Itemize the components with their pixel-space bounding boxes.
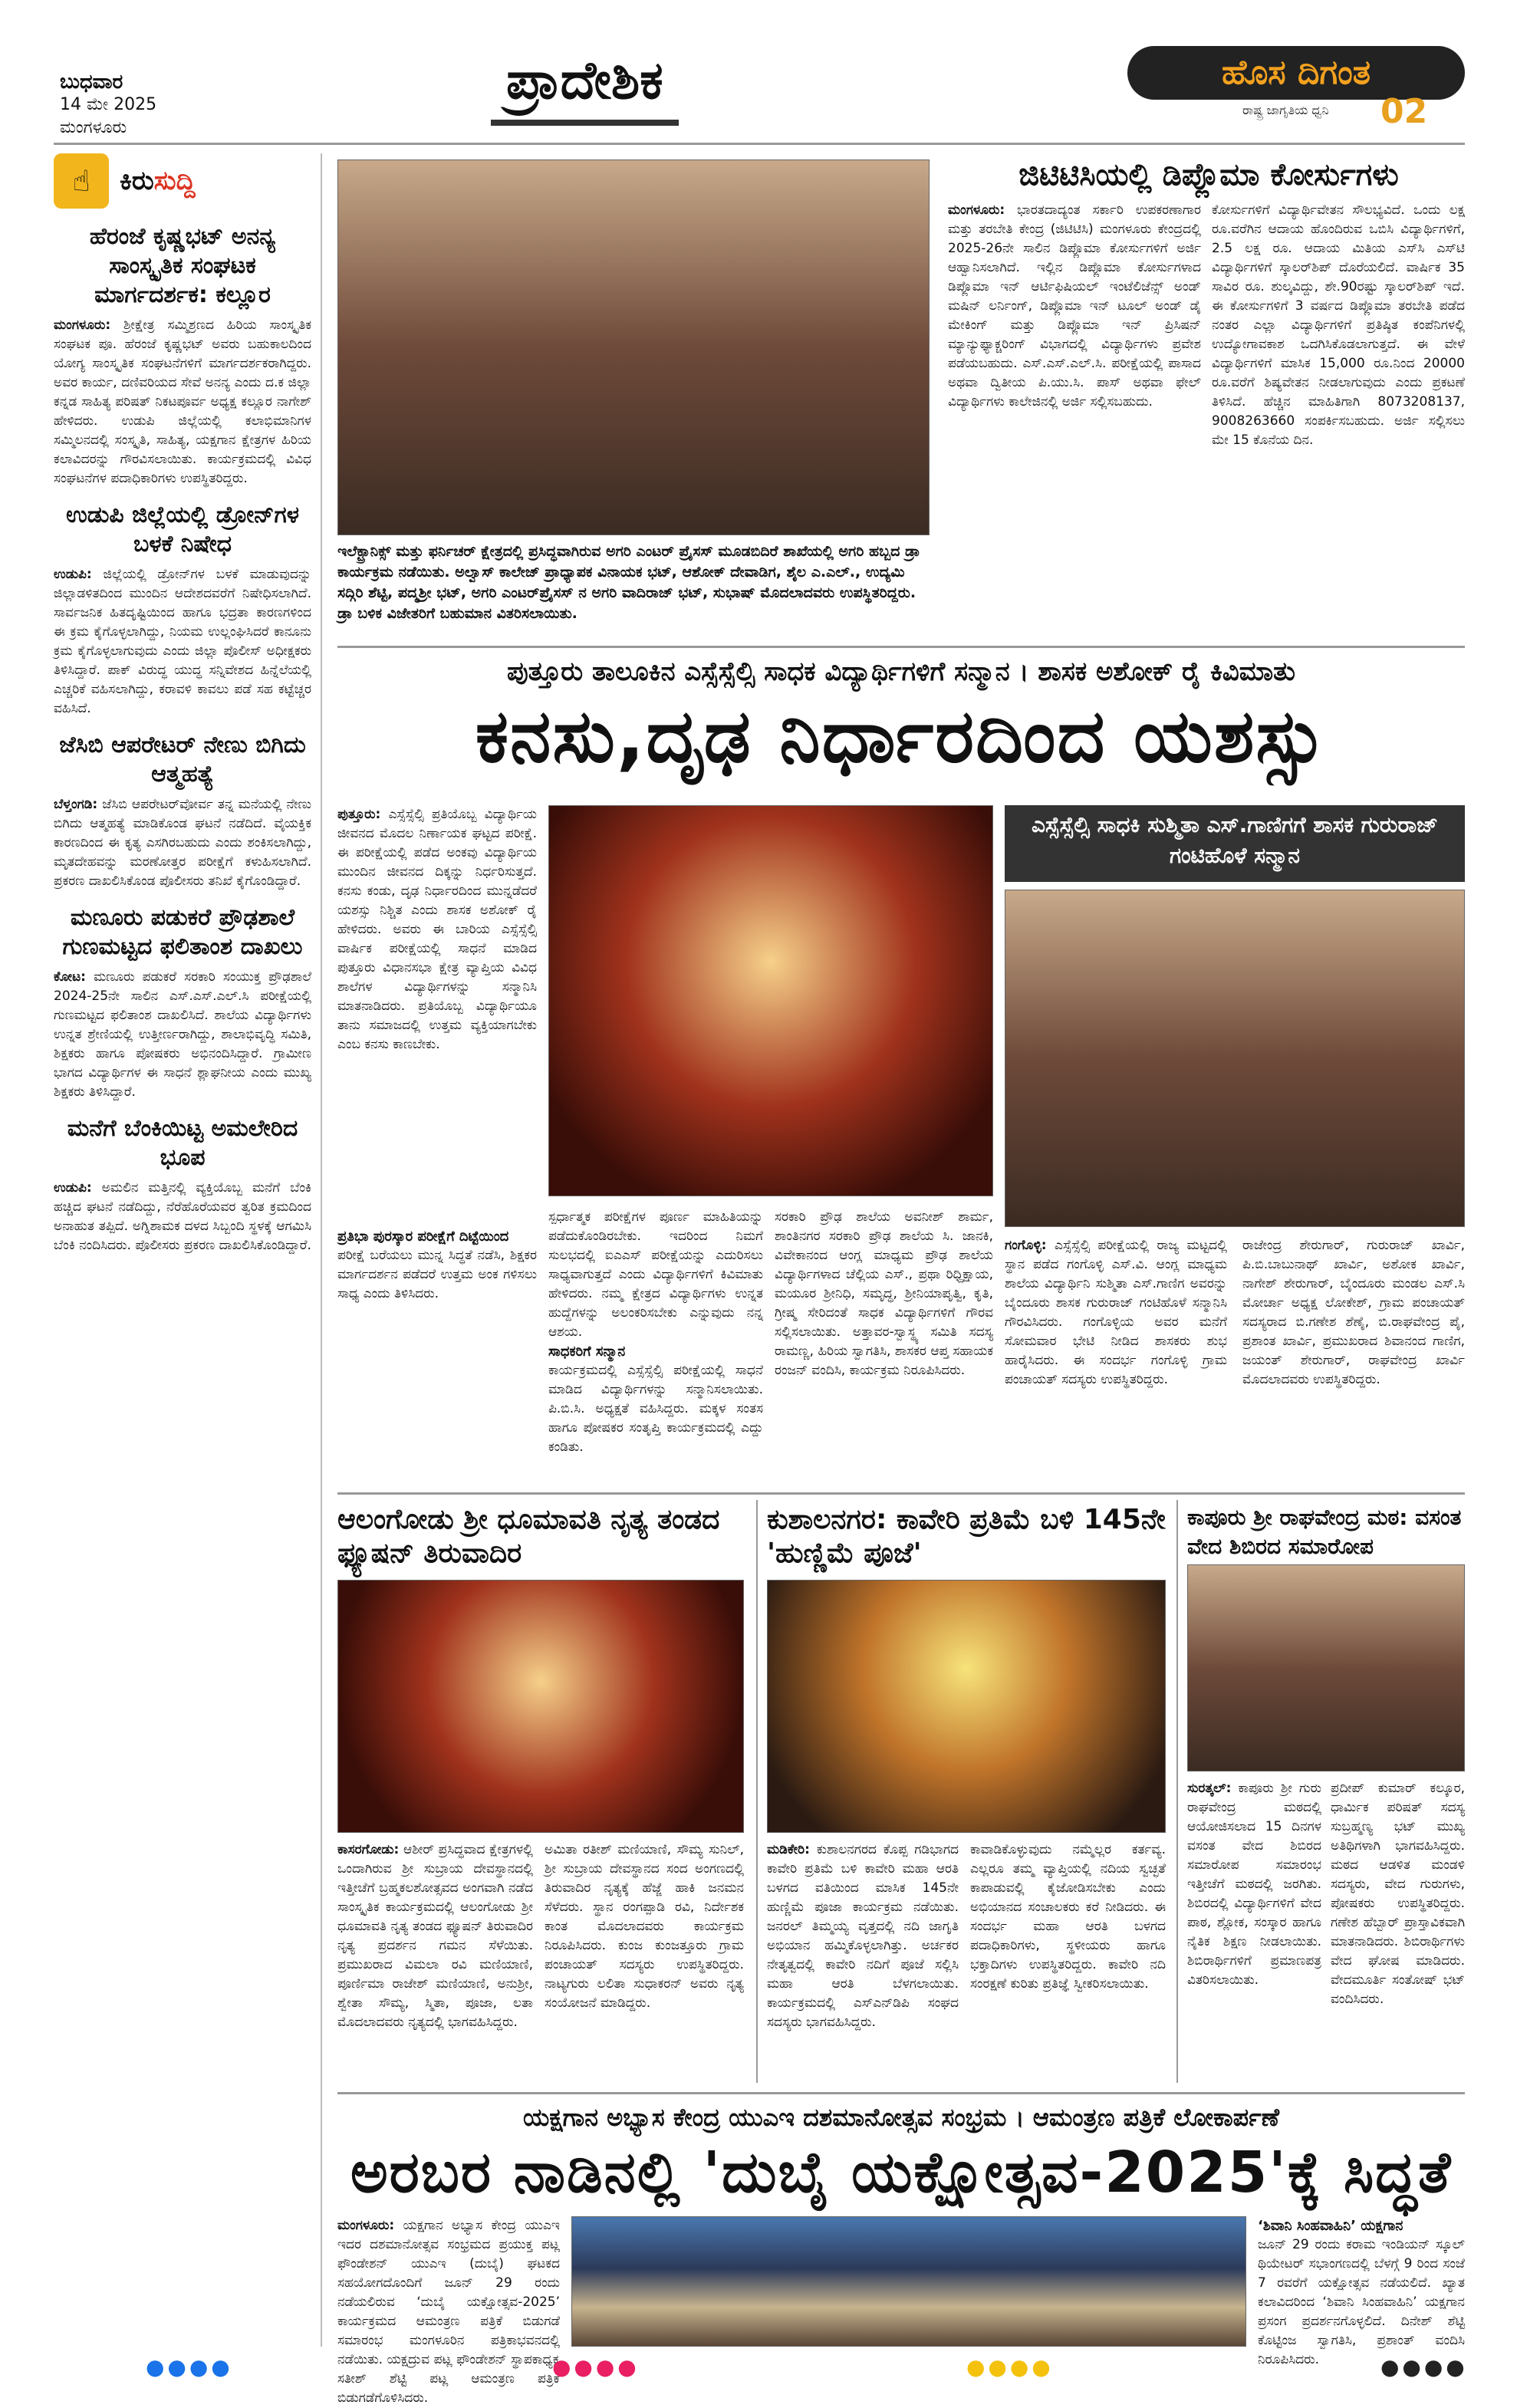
main-felicitation-photo — [548, 805, 993, 1196]
weekday: ಬುಧವಾರ — [60, 71, 123, 94]
brief-story — [54, 501, 311, 719]
agari-photo-caption: ಇಲೆಕ್ಟ್ರಾನಿಕ್ಸ್ ಮತ್ತು ಫರ್ನಿಚರ್ ಕ್ಷೇತ್ರದಲ್ಲಿ ಪ್ರಸಿದ್ಧವಾಗಿರುವ ಅಗರಿ ಎಂಟರ್ ಪ್ರೈಸಸ್ ಮೂಡಬಿದಿರೆ ಶಾಖೆಯಲ್ಲಿ ಅಗರಿ ಹಬ್ಬದ ಡ್ರಾ ಕಾರ್ಯಕ್ರಮ ನಡೆಯಿತು. ಅಲ್ವಾಸ್ ಕಾಲೇಜ್ ಪ್ರಾಧ್ಯಾಪಕ ವಿನಾಯಕ ಭಟ್, ಆಶೋಕ್ ದೇವಾಡಿಗ, ಶೈಲ ಎ.ಎಲ್., ಉದ್ಯಮಿ ಸದ್ಗಿರಿ ಶೆಟ್ಟಿ, ಪದ್ಮಶ್ರೀ ಭಟ್, ಅಗರಿ ಎಂಟರ್‌ಪ್ರೈಸಸ್ ನ ಅಗರಿ ವಾದಿರಾಜ್ ಭಟ್, ಸುಭಾಷ್ ಮೊದಲಾದವರು ಉಪಸ್ಥಿತರಿದ್ದರು. ಡ್ರಾ ಬಳಿಕ ವಿಜೇತರಿಗೆ ಬಹುಮಾನ ವಿತರಿಸಲಾಯಿತು. — [337, 543, 920, 622]
main-subhead-1: ಪ್ರತಿಭಾ ಪುರಸ್ಕಾರ ಪರೀಕ್ಷೆಗೆ ದಿಟ್ಟೆಯಿಂದ — [337, 1229, 509, 1245]
brief-story — [54, 903, 311, 1102]
sushmitha-headline: ಎಸ್ಸೆಸ್ಸೆಲ್ಸಿ ಸಾಧಕಿ ಸುಶ್ಮಿತಾ ಎಸ್.ಗಾಣಿಗಗೆ ಶಾಸಕ ಗುರುರಾಜ್ ಗಂಟಿಹೊಳೆ ಸನ್ಮಾನ — [1005, 805, 1465, 882]
brief-title: ಮನೆಗೆ ಬೆಂಕಿಯಿಟ್ಟ ಅಮಲೇರಿದ ಭೂಪ — [67, 1115, 298, 1171]
section-title: ಪ್ರಾದೇಶಿಕ — [506, 51, 663, 111]
registration-marks: ●●●● — [966, 2354, 1054, 2380]
registration-marks: ●●●● — [146, 2354, 233, 2380]
gtts-headline: ಜಿಟಿಟಿಸಿಯಲ್ಲಿ ಡಿಪ್ಲೊಮಾ ಕೋರ್ಸುಗಳು — [1018, 157, 1399, 192]
yakshagana-subhead: ‘ಶಿವಾನಿ ಸಿಂಹವಾಹಿನಿ’ ಯಕ್ಷಗಾನ — [1258, 2218, 1403, 2234]
brief-body: ಉಡುಪಿ: ಜಿಲ್ಲೆಯಲ್ಲಿ ಡ್ರೋನ್‌ಗಳ ಬಳಕೆ ಮಾಡುವುದನ್ನು ಜಿಲ್ಲಾಡಳಿತದಿಂದ ಮುಂದಿನ ಆದೇಶದವರೆಗೆ ನಿಷೇಧಿಸಲಾಗಿದೆ. ಸಾರ್ವಜನಿಕ ಹಿತದೃಷ್ಟಿಯಿಂದ ಹಾಗೂ ಭದ್ರತಾ ಕಾರಣಗಳಿಂದ ಈ ಕ್ರಮ ಕೈಗೊಳ್ಳಲಾಗಿದ್ದು, ನಿಯಮ ಉಲ್ಲಂಘಿಸಿದರೆ ಕಾನೂನು ಕ್ರಮ ಕೈಗೊಳ್ಳಲಾಗುವುದು ಎಂದು ಜಿಲ್ಲಾ ಪೊಲೀಸ್ ಅಧೀಕ್ಷಕರು ತಿಳಿಸಿದ್ದಾರೆ. ಪಾಕ್ ವಿರುದ್ಧ ಯುದ್ಧ ಸನ್ನಿವೇಶದ ಹಿನ್ನೆಲೆಯಲ್ಲಿ ಎಚ್ಚರಿಕೆ ವಹಿಸಲಾಗಿದ್ದು, ಕರಾವಳಿ ಕಾವಲು ಪಡೆ ಸಹ ಕಟ್ಟೆಚ್ಚರ ವಹಿಸಿದೆ. — [54, 567, 312, 716]
yakshagana-release-photo — [571, 2216, 1246, 2347]
date-box — [60, 71, 156, 140]
hand-pointer-icon: ☝ — [54, 153, 109, 209]
gtts-col-2: ಕೋರ್ಸುಗಳಿಗೆ ವಿದ್ಯಾರ್ಥಿವೇತನ ಸೌಲಭ್ಯವಿದೆ. ಒಂದು ಲಕ್ಷ ರೂ.ವರೆಗಿನ ಆದಾಯ ಹೊಂದಿರುವ ಒಬಿಸಿ ವಿದ್ಯಾರ್ಥಿಗಳಿಗೆ, 2.5 ಲಕ್ಷ ರೂ. ಆದಾಯ ಮಿತಿಯ ಎಸ್‌ಸಿ ಎಸ್‌ಟಿ ವಿದ್ಯಾರ್ಥಿಗಳಿಗೆ ಸ್ಕಾಲರ್‌ಶಿಪ್ ದೊರೆಯಲಿದೆ. ವಾರ್ಷಿಕ 35 ಸಾವಿರ ರೂ. ಶುಲ್ಕವಿದ್ದು, ಶೇ.90ರಷ್ಟು ಸ್ಕಾಲರ್‌ಶಿಪ್ ಇದೆ. ಈ ಕೋರ್ಸುಗಳಿಗೆ 3 ವರ್ಷದ ಡಿಪ್ಲೊಮಾ ತರಬೇತಿ ಪಡೆದ ನಂತರ ಎಲ್ಲಾ ವಿದ್ಯಾರ್ಥಿಗಳಿಗೆ ಪ್ರತಿಷ್ಠಿತ ಕಂಪೆನಿಗಳಲ್ಲಿ ಉದ್ಯೋಗಾವಕಾಶ ಒದಗಿಸಿಕೊಡಲಾಗುತ್ತದೆ. ಈ ವೇಳೆ ವಿದ್ಯಾರ್ಥಿಗಳಿಗೆ ಮಾಸಿಕ 15,000 ರೂ.ನಿಂದ 20000 ರೂ.ವರೆಗೆ ಶಿಷ್ಯವೇತನ ನೀಡಲಾಗುವುದು ಎಂದು ಪ್ರಕಟಣೆ ತಿಳಿಸಿದೆ. ಹೆಚ್ಚಿನ ಮಾಹಿತಿಗಾಗಿ 8073208137, 9008263660 ಸಂಪರ್ಕಿಸಬಹುದು. ಅರ್ಜಿ ಸಲ್ಲಿಸಲು ಮೇ 15 ಕೊನೆಯ ದಿನ. — [1212, 202, 1465, 448]
sushmitha-col-2: ರಾಜೇಂದ್ರ ಶೇರುಗಾರ್, ಗುರುರಾಜ್ ಖಾರ್ವಿ, ಪಿ.ಬಿ.ಬಾಬುನಾಥ್ ಖಾರ್ವಿ, ಅಶೋಕ ಖಾರ್ವಿ, ನಾಗೇಶ್ ಶೇರುಗಾರ್, ಬೈಂದೂರು ಮಂಡಲ ಎಸ್.ಸಿ ಮೋರ್ಚಾ ಅಧ್ಯಕ್ಷ ಲೋಕೇಶ್, ಗ್ರಾಮ ಪಂಚಾಯತ್ ಸದಸ್ಯರಾದ ಬಿ.ಗಣೇಶ ಶೆಣೈ, ಬಿ.ರಾಘವೇಂದ್ರ ಪೈ, ಪ್ರಶಾಂತ ಖಾರ್ವಿ, ಪ್ರಮುಖರಾದ ಶಿವಾನಂದ ಗಾಣಿಗ, ಜಯಂತ್ ಶೇರುಗಾರ್, ರಾಘವೇಂದ್ರ ಖಾರ್ವಿ ಮೊದಲಾದವರು ಉಪಸ್ಥಿತರಿದ್ದರು. — [1242, 1238, 1465, 1387]
kapu-col-1: ಸುರತ್ಕಲ್: ಕಾಪೂರು ಶ್ರೀ ಗುರು ರಾಘವೇಂದ್ರ ಮಠದಲ್ಲಿ ಆಯೋಜಿಸಲಾದ 15 ದಿನಗಳ ವಸಂತ ವೇದ ಶಿಬಿರದ ಸಮಾರೋಪ ಸಮಾರಂಭ ಇತ್ತೀಚೆಗೆ ಮಠದಲ್ಲಿ ಜರಗಿತು. ಶಿಬಿರದಲ್ಲಿ ವಿದ್ಯಾರ್ಥಿಗಳಿಗೆ ವೇದ ಪಾಠ, ಶ್ಲೋಕ, ಸಂಸ್ಕಾರ ಹಾಗೂ ನೈತಿಕ ಶಿಕ್ಷಣ ನೀಡಲಾಯಿತು. ಶಿಬಿರಾರ್ಥಿಗಳಿಗೆ ಪ್ರಮಾಣಪತ್ರ ವಿತರಿಸಲಾಯಿತು. — [1187, 1781, 1321, 1988]
kiru-suddi-label: ಕಿರುಸುದ್ದಿ — [120, 166, 196, 196]
date: 14 ಮೇ 2025 — [60, 95, 157, 114]
alangodu-col-2: ಅಮಿತಾ ರತೀಶ್ ಮಣಿಯಾಣಿ, ಸೌಮ್ಯ ಸುನಿಲ್, ಶ್ರೀ ಸುಬ್ರಾಯ ದೇವಸ್ಥಾನದ ಸಂದ ಅಂಗಣದಲ್ಲಿ ತಿರುವಾದಿರ ನೃತ್ಯಕ್ಕೆ ಹೆಜ್ಜೆ ಹಾಕಿ ಜನಮನ ಸೆಳೆದರು. ಸ್ಥಾನ ರಂಗಪ್ಪಾಡಿ ರವಿ, ನಿರ್ದೇಶಕ ಕಾಂತ ಮೊದಲಾದವರು ಕಾರ್ಯಕ್ರಮ ನಿರೂಪಿಸಿದರು. ಕುಂಜ ಕುಂಜತ್ತೂರು ಗ್ರಾಮ ಪಂಚಾಯತ್ ಸದಸ್ಯರು ಉಪಸ್ಥಿತರಿದ್ದರು. ನಾಟ್ಯಗುರು ಲಲಿತಾ ಸುಧಾಕರನ್ ಅವರು ನೃತ್ಯ ಸಂಯೋಜನೆ ಮಾಡಿದ್ದರು. — [545, 1842, 744, 2011]
sushmitha-photo — [1005, 890, 1465, 1227]
yakshagana-headline: ಅರಬರ ನಾಡಿನಲ್ಲಿ 'ದುಬೈ ಯಕ್ಷೋತ್ಸವ-2025'ಕ್ಕೆ ಸಿದ್ಧತೆ — [350, 2140, 1453, 2206]
yakshagana-kicker: ಯಕ್ಷಗಾನ ಅಭ್ಯಾಸ ಕೇಂದ್ರ ಯುಎಇ ದಶಮಾನೋತ್ಸವ ಸಂಭ್ರಮ । ಆಮಂತ್ರಣ ಪತ್ರಿಕೆ ಲೋಕಾರ್ಪಣೆ — [522, 2103, 1280, 2132]
main-col-3: ಸರಕಾರಿ ಪ್ರೌಢ ಶಾಲೆಯ ಅವನೀಶ್ ಶಾರ್ಮ, ಶಾಂತಿನಗರ ಸರಕಾರಿ ಪ್ರೌಢ ಶಾಲೆಯ ಸಿ. ಜಾನಕಿ, ವಿವೇಕಾನಂದ ಆಂಗ್ಲ ಮಾಧ್ಯಮ ಪ್ರೌಢ ಶಾಲೆಯ ವಿದ್ಯಾರ್ಥಿಗಳಾದ ಚೆಲ್ಲಿಯ ಎಸ್., ಪ್ರಥಾ ರಿಧ್ದಿಕ್ಷಾಯ, ಮಯೂರ ಶ್ರೀನಿಧಿ, ಸಮೃದ್ಧ, ಶ್ರೀನಿಯಾಪೃತ್ವಿ, ಕೃತಿ, ಗ್ರೀಷ್ಮ ಸೇರಿದಂತೆ ಸಾಧಕ ವಿದ್ಯಾರ್ಥಿಗಳಿಗೆ ಗೌರವ ಸಲ್ಲಿಸಲಾಯಿತು. ಅತ್ತಾವರ-ಸ್ವಾಸ್ಥ್ಯ ಸಮಿತಿ ಸದಸ್ಯ ರಾಮಣ್ಣ, ಹಿರಿಯ ಸ್ವಾಗತಿಸಿ, ಶಾಸಕರ ಆಪ್ತ ಸಹಾಯಕ ರಂಜನ್ ವಂದಿಸಿ, ಕಾರ್ಯಕ್ರಮ ನಿರೂಪಿಸಿದರು. — [775, 1209, 993, 1378]
kushalnagar-col-1: ಮಡಿಕೇರಿ: ಕುಶಾಲನಗರದ ಕೊಪ್ಪ ಗಡಿಭಾಗದ ಕಾವೇರಿ ಪ್ರತಿಮೆ ಬಳಿ ಕಾವೇರಿ ಮಹಾ ಆರತಿ ಬಳಗದ ವತಿಯಿಂದ ಮಾಸಿಕ 145ನೇ ಹುಣ್ಣಿಮೆ ಪೂಜಾ ಕಾರ್ಯಕ್ರಮ ನಡೆಯಿತು. ಜನರಲ್ ತಿಮ್ಮಯ್ಯ ವೃತ್ತದಲ್ಲಿ ನದಿ ಜಾಗೃತಿ ಅಭಿಯಾನ ಹಮ್ಮಿಕೊಳ್ಳಲಾಗಿತ್ತು. ಅರ್ಚಕರ ನೇತೃತ್ವದಲ್ಲಿ ಕಾವೇರಿ ನದಿಗೆ ಪೂಜೆ ಸಲ್ಲಿಸಿ ಮಹಾ ಆರತಿ ಬೆಳಗಲಾಯಿತು. ಕಾರ್ಯಕ್ರಮದಲ್ಲಿ ಎಸ್‌ಎನ್‌ಡಿಪಿ ಸಂಘದ ಸದಸ್ಯರು ಭಾಗವಹಿಸಿದ್ದರು. — [767, 1842, 959, 2030]
main-headline: ಕನಸು,ದೃಢ ನಿರ್ಧಾರದಿಂದ ಯಶಸ್ಸು — [475, 693, 1328, 779]
brief-title: ಉಡುಪಿ ಜಿಲ್ಲೆಯಲ್ಲಿ ಡ್ರೋನ್‌ಗಳ ಬಳಕೆ ನಿಷೇಧ — [65, 502, 300, 558]
brief-body: ಕೋಟ: ಮಣೂರು ಪಡುಕರೆ ಸರಕಾರಿ ಸಂಯುಕ್ತ ಪ್ರೌಢಶಾಲೆ 2024-25ನೇ ಸಾಲಿನ ಎಸ್.ಎಸ್.ಎಲ್.ಸಿ ಪರೀಕ್ಷೆಯಲ್ಲಿ ಗುಣಮಟ್ಟದ ಫಲಿತಾಂಶ ದಾಖಲಿಸಿದೆ. ಶಾಲೆಯ ವಿದ್ಯಾರ್ಥಿಗಳು ಉನ್ನತ ಶ್ರೇಣಿಯಲ್ಲಿ ಉತ್ತೀರ್ಣರಾಗಿದ್ದು, ಶಾಲಾಭಿವೃದ್ಧಿ ಸಮಿತಿ, ಶಿಕ್ಷಕರು ಹಾಗೂ ಪೋಷಕರು ಅಭಿನಂದಿಸಿದ್ದಾರೆ. ಗ್ರಾಮೀಣ ಭಾಗದ ವಿದ್ಯಾರ್ಥಿಗಳ ಈ ಸಾಧನೆ ಶ್ಲಾಘನೀಯ ಎಂದು ಮುಖ್ಯ ಶಿಕ್ಷಕರು ತಿಳಿಸಿದ್ದಾರೆ. — [54, 969, 311, 1100]
section-rule — [337, 1492, 1465, 1495]
page-number: 02 — [1380, 92, 1428, 131]
column-rule — [1176, 1500, 1178, 2083]
section-rule — [337, 646, 1465, 648]
section-rule — [337, 2092, 1465, 2094]
brief-story — [54, 731, 311, 891]
yakshagana-col-1: ಮಂಗಳೂರು: ಯಕ್ಷಗಾನ ಅಭ್ಯಾಸ ಕೇಂದ್ರ ಯುಎಇ ಇದರ ದಶಮಾನೋತ್ಸವ ಸಂಭ್ರಮದ ಪ್ರಯುಕ್ತ ಪಟ್ಲ ಫೌಂಡೇಶನ್ ಯುಎಇ (ದುಬೈ) ಘಟಕದ ಸಹಯೋಗದೊಂದಿಗೆ ಜೂನ್ 29 ರಂದು ನಡೆಯಲಿರುವ ‘ದುಬೈ ಯಕ್ಷೋತ್ಸವ-2025’ ಕಾರ್ಯಕ್ರಮದ ಆಮಂತ್ರಣ ಪತ್ರಿಕೆ ಬಿಡುಗಡೆ ಸಮಾರಂಭ ಮಂಗಳೂರಿನ ಪತ್ರಿಕಾಭವನದಲ್ಲಿ ನಡೆಯಿತು. ಯಕ್ಷದ್ರುವ ಪಟ್ಲ ಫೌಂಡೇಶನ್ ಸ್ಥಾಪಕಾಧ್ಯಕ್ಷ ಸತೀಶ್ ಶೆಟ್ಟಿ ಪಟ್ಲ ಆಮಂತ್ರಣ ಪತ್ರಿಕೆ ಬಿಡುಗಡೆಗೊಳಿಸಿದರು. — [337, 2218, 560, 2406]
main-col-1b: ಪ್ರತಿಭಾ ಪುರಸ್ಕಾರ ಪರೀಕ್ಷೆಗೆ ದಿಟ್ಟೆಯಿಂದ ಪರೀಕ್ಷೆ ಬರೆಯಲು ಮುನ್ನ ಸಿದ್ಧತೆ ನಡೆಸಿ, ಶಿಕ್ಷಕರ ಮಾರ್ಗದರ್ಶನ ಪಡೆದರೆ ಉತ್ತಮ ಅಂಕ ಗಳಿಸಲು ಸಾಧ್ಯ ಎಂದು ತಿಳಿಸಿದರು. — [337, 1229, 537, 1301]
column-rule — [756, 1500, 758, 2083]
brief-body: ಮಂಗಳೂರು: ಶ್ರೀಕ್ಷೇತ್ರ ಸಮ್ಮಿಶ್ರಣದ ಹಿರಿಯ ಸಾಂಸ್ಕೃತಿಕ ಸಂಘಟಕ ಪೂ. ಹೆರಂಜೆ ಕೃಷ್ಣಭಟ್ ಅವರು ಬಹುಕಾಲದಿಂದ ಯೋಗ್ಯ ಸಾಂಸ್ಕೃತಿಕ ಸಂಘಟನೆಗಳಿಗೆ ಮಾರ್ಗದರ್ಶಕರಾಗಿದ್ದರು. ಅವರ ಕಾರ್ಯ, ದಣಿವರಿಯದ ಸೇವೆ ಅನನ್ಯ ಎಂದು ದ.ಕ ಜಿಲ್ಲಾ ಕನ್ನಡ ಸಾಹಿತ್ಯ ಪರಿಷತ್ ನಿಕಟಪೂರ್ವ ಅಧ್ಯಕ್ಷ ಕಲ್ಲೂರ ನಾಗೇಶ್ ಹೇಳಿದರು. ಉಡುಪಿ ಜಿಲ್ಲೆಯಲ್ಲಿ ಕಲಾಭಿಮಾನಿಗಳ ಸಮ್ಮಿಲನದಲ್ಲಿ ಸಂಸ್ಕೃತಿ, ಸಾಹಿತ್ಯ, ಯಕ್ಷಗಾನ ಕ್ಷೇತ್ರಗಳ ಹಿರಿಯ ಕಲಾವಿದರನ್ನು ಗೌರವಿಸಲಾಯಿತು. ಕಾರ್ಯಕ್ರಮದಲ್ಲಿ ವಿವಿಧ ಸಂಘಟನೆಗಳ ಪದಾಧಿಕಾರಿಗಳು ಉಪಸ್ಥಿತರಿದ್ದರು. — [54, 317, 311, 486]
main-kicker: ಪುತ್ತೂರು ತಾಲೂಕಿನ ಎಸ್ಸೆಸ್ಸೆಲ್ಸಿ ಸಾಧಕ ವಿದ್ಯಾರ್ಥಿಗಳಿಗೆ ಸನ್ಮಾನ । ಶಾಸಕ ಅಶೋಕ್ ರೈ ಕಿವಿಮಾತು — [507, 656, 1295, 687]
main-col-2: ಸ್ಪರ್ಧಾತ್ಮಕ ಪರೀಕ್ಷೆಗಳ ಪೂರ್ಣ ಮಾಹಿತಿಯನ್ನು ಪಡೆದುಕೊಂಡಿರಬೇಕು. ಇದರಿಂದ ನಿಮಗೆ ಸುಲಭದಲ್ಲಿ ಐಎಎಸ್ ಪರೀಕ್ಷೆಯನ್ನು ಎದುರಿಸಲು ಸಾಧ್ಯವಾಗುತ್ತದೆ ಎಂದು ವಿದ್ಯಾರ್ಥಿಗಳಿಗೆ ಕಿವಿಮಾತು ಹೇಳಿದರು. ನಮ್ಮ ಕ್ಷೇತ್ರದ ವಿದ್ಯಾರ್ಥಿಗಳು ಉನ್ನತ ಹುದ್ದೆಗಳನ್ನು ಅಲಂಕರಿಸಬೇಕು ಎನ್ನುವುದು ನನ್ನ ಆಶಯ. ಸಾಧಕರಿಗೆ ಸನ್ಮಾನ ಕಾರ್ಯಕ್ರಮದಲ್ಲಿ ಎಸ್ಸೆಸ್ಸೆಲ್ಸಿ ಪರೀಕ್ಷೆಯಲ್ಲಿ ಸಾಧನೆ ಮಾಡಿದ ವಿದ್ಯಾರ್ಥಿಗಳನ್ನು ಸನ್ಮಾನಿಸಲಾಯಿತು. ಪಿ.ಬಿ.ಸಿ. ಅಧ್ಯಕ್ಷತೆ ವಹಿಸಿದ್ದರು. ಮಕ್ಕಳ ಸಂತಸ ಹಾಗೂ ಪೋಷಕರ ಸಂತೃಪ್ತಿ ಕಾರ್ಯಕ್ರಮದಲ್ಲಿ ಎದ್ದು ಕಂಡಿತು. — [548, 1209, 763, 1455]
sushmitha-col-1: ಗಂಗೊಳ್ಳಿ: ಎಸ್ಸೆಸ್ಸೆಲ್ಸಿ ಪರೀಕ್ಷೆಯಲ್ಲಿ ರಾಜ್ಯ ಮಟ್ಟದಲ್ಲಿ ಸ್ಥಾನ ಪಡೆದ ಗಂಗೊಳ್ಳಿ ಎಸ್.ವಿ. ಆಂಗ್ಲ ಮಾಧ್ಯಮ ಶಾಲೆಯ ವಿದ್ಯಾರ್ಥಿನಿ ಸುಶ್ಮಿತಾ ಎಸ್.ಗಾಣಿಗ ಅವರನ್ನು ಬೈಂದೂರು ಶಾಸಕ ಗುರುರಾಜ್ ಗಂಟಿಹೊಳೆ ಸನ್ಮಾನಿಸಿ ಗೌರವಿಸಿದರು. ಗಂಗೊಳ್ಳಿಯ ಅವರ ಮನೆಗೆ ಸೋಮವಾರ ಭೇಟಿ ನೀಡಿದ ಶಾಸಕರು ಶುಭ ಹಾರೈಸಿದರು. ಈ ಸಂದರ್ಭ ಗಂಗೊಳ್ಳಿ ಗ್ರಾಮ ಪಂಚಾಯತ್ ಸದಸ್ಯರು ಉಪಸ್ಥಿತರಿದ್ದರು. — [1005, 1238, 1227, 1387]
kapu-col-2: ಪ್ರದೀಪ್ ಕುಮಾರ್ ಕಲ್ಕೂರ, ಧಾರ್ಮಿಕ ಪರಿಷತ್ ಸದಸ್ಯ ಸುಬ್ರಹ್ಮಣ್ಯ ಭಟ್ ಮುಖ್ಯ ಅತಿಥಿಗಳಾಗಿ ಭಾಗವಹಿಸಿದ್ದರು. ಮಠದ ಆಡಳಿತ ಮಂಡಳಿ ಸದಸ್ಯರು, ವೇದ ಗುರುಗಳು, ಪೋಷಕರು ಉಪಸ್ಥಿತರಿದ್ದರು. ಗಣೇಶ ಹೆಬ್ಬಾರ್ ಪ್ರಾಸ್ತಾವಿಕವಾಗಿ ಮಾತನಾಡಿದರು. ಶಿಬಿರಾರ್ಥಿಗಳು ವೇದ ಘೋಷ ಮಾಡಿದರು. ವೇದಮೂರ್ತಿ ಸಂತೋಷ್ ಭಟ್ ವಂದಿಸಿದರು. — [1331, 1781, 1465, 2007]
brief-body: ಬೆಳ್ತಂಗಡಿ: ಜೆಸಿಬಿ ಆಪರೇಟರ್‌ವೋರ್ವ ತನ್ನ ಮನೆಯಲ್ಲಿ ನೇಣು ಬಿಗಿದು ಆತ್ಮಹತ್ಯೆ ಮಾಡಿಕೊಂಡ ಘಟನೆ ನಡೆದಿದೆ. ವೈಯಕ್ತಿಕ ಕಾರಣದಿಂದ ಈ ಕೃತ್ಯ ಎಸಗಿರಬಹುದು ಎಂದು ಶಂಕಿಸಲಾಗಿದ್ದು, ಮೃತದೇಹವನ್ನು ಮರಣೋತ್ತರ ಪರೀಕ್ಷೆಗೆ ಕಳುಹಿಸಲಾಗಿದೆ. ಪ್ರಕರಣ ದಾಖಲಿಸಿಕೊಂಡ ಪೊಲೀಸರು ತನಿಖೆ ಕೈಗೊಂಡಿದ್ದಾರೆ. — [54, 797, 312, 889]
brief-body: ಉಡುಪಿ: ಅಮಲಿನ ಮತ್ತಿನಲ್ಲಿ ವ್ಯಕ್ತಿಯೊಬ್ಬ ಮನೆಗೆ ಬೆಂಕಿ ಹಚ್ಚಿದ ಘಟನೆ ನಡೆದಿದ್ದು, ನೆರೆಹೊರೆಯವರ ತ್ವರಿತ ಕ್ರಮದಿಂದ ಅನಾಹುತ ತಪ್ಪಿದೆ. ಅಗ್ನಿಶಾಮಕ ದಳದ ಸಿಬ್ಬಂದಿ ಸ್ಥಳಕ್ಕೆ ಆಗಮಿಸಿ ಬೆಂಕಿ ನಂದಿಸಿದರು. ಪೊಲೀಸರು ಪ್ರಕರಣ ದಾಖಲಿಸಿಕೊಂಡಿದ್ದಾರೆ. — [54, 1180, 311, 1253]
brief-title: ಹೆರಂಜೆ ಕೃಷ್ಣಭಟ್ ಅನನ್ಯ ಸಾಂಸ್ಕೃತಿಕ ಸಂಘಟಕ ಮಾರ್ಗದರ್ಶಕ: ಕಲ್ಲೂರ — [89, 223, 276, 308]
kaveri-pooja-photo — [767, 1580, 1166, 1833]
header-rule — [54, 143, 1465, 145]
kushalnagar-col-2: ಕಾವಾಡಿಕೊಳ್ಳುವುದು ನಮ್ಮೆಲ್ಲರ ಕರ್ತವ್ಯ. ಎಲ್ಲರೂ ತಮ್ಮ ವ್ಯಾಪ್ತಿಯಲ್ಲಿ ನದಿಯ ಸ್ವಚ್ಛತೆ ಕಾಪಾಡುವಲ್ಲಿ ಕೈಜೋಡಿಸಬೇಕು ಎಂದು ಅಭಿಯಾನದ ಸಂಚಾಲಕರು ಕರೆ ನೀಡಿದರು. ಈ ಸಂದರ್ಭ ಮಹಾ ಆರತಿ ಬಳಗದ ಪದಾಧಿಕಾರಿಗಳು, ಸ್ಥಳೀಯರು ಹಾಗೂ ಭಕ್ತಾದಿಗಳು ಉಪಸ್ಥಿತರಿದ್ದರು. ಕಾವೇರಿ ನದಿ ಸಂರಕ್ಷಣೆ ಕುರಿತು ಪ್ರತಿಜ್ಞೆ ಸ್ವೀಕರಿಸಲಾಯಿತು. — [970, 1842, 1166, 1992]
agari-event-photo — [337, 160, 930, 535]
kapu-headline: ಕಾಪೂರು ಶ್ರೀ ರಾಘವೇಂದ್ರ ಮಠ: ವಸಂತ ವೇದ ಶಿಬಿರದ ಸಮಾರೋಪ — [1187, 1505, 1462, 1559]
yakshagana-col-5: ‘ಶಿವಾನಿ ಸಿಂಹವಾಹಿನಿ’ ಯಕ್ಷಗಾನ ಜೂನ್ 29 ರಂದು ಕರಾಮ ಇಂಡಿಯನ್ ಸ್ಕೂಲ್ ಥಿಯೇಟರ್ ಸಭಾಂಗಣದಲ್ಲಿ ಬೆಳಗ್ಗೆ 9 ರಿಂದ ಸಂಜೆ 7 ರವರೆಗೆ ಯಕ್ಷೋತ್ಸವ ನಡೆಯಲಿದೆ. ಖ್ಯಾತ ಕಲಾವಿದರಿಂದ ‘ಶಿವಾನಿ ಸಿಂಹವಾಹಿನಿ’ ಯಕ್ಷಗಾನ ಪ್ರಸಂಗ ಪ್ರದರ್ಶನಗೊಳ್ಳಲಿದೆ. ದಿನೇಶ್ ಶೆಟ್ಟಿ ಕೊಟ್ಟಿಂಜ ಸ್ವಾಗತಿಸಿ, ಪ್ರಶಾಂತ್ ವಂದಿಸಿ ನಿರೂಪಿಸಿದರು. — [1258, 2218, 1465, 2367]
main-col-1: ಪುತ್ತೂರು: ಎಸ್ಸೆಸ್ಸೆಲ್ಸಿ ಪ್ರತಿಯೊಬ್ಬ ವಿದ್ಯಾರ್ಥಿಯ ಜೀವನದ ಮೊದಲ ನಿರ್ಣಾಯಕ ಘಟ್ಟದ ಪರೀಕ್ಷೆ. ಈ ಪರೀಕ್ಷೆಯಲ್ಲಿ ಪಡೆದ ಅಂಕವು ವಿದ್ಯಾರ್ಥಿಯ ಮುಂದಿನ ಜೀವನದ ದಿಕ್ಕನ್ನು ನಿರ್ಧರಿಸುತ್ತದೆ. ಕನಸು ಕಂಡು, ದೃಢ ನಿರ್ಧಾರದಿಂದ ಮುನ್ನಡೆದರೆ ಯಶಸ್ಸು ನಿಶ್ಚಿತ ಎಂದು ಶಾಸಕ ಅಶೋಕ್ ರೈ ಹೇಳಿದರು. ಅವರು ಈ ಬಾರಿಯ ಎಸ್ಸೆಸ್ಸೆಲ್ಸಿ ವಾರ್ಷಿಕ ಪರೀಕ್ಷೆಯಲ್ಲಿ ಸಾಧನೆ ಮಾಡಿದ ಪುತ್ತೂರು ವಿಧಾನಸಭಾ ಕ್ಷೇತ್ರ ವ್ಯಾಪ್ತಿಯ ವಿವಿಧ ಶಾಲೆಗಳ ವಿದ್ಯಾರ್ಥಿಗಳನ್ನು ಸನ್ಮಾನಿಸಿ ಮಾತನಾಡಿದರು. ಪ್ರತಿಯೊಬ್ಬ ವಿದ್ಯಾರ್ಥಿಯೂ ತಾನು ಸಮಾಜದಲ್ಲಿ ಉತ್ತಮ ವ್ಯಕ್ತಿಯಾಗಬೇಕು ಎಂಬ ಕನಸು ಕಾಣಬೇಕು. — [337, 807, 538, 1052]
registration-marks: ●●●● — [1380, 2354, 1468, 2380]
alangodu-headline: ಆಲಂಗೋಡು ಶ್ರೀ ಧೂಮಾವತಿ ನೃತ್ಯ ತಂಡದ ಫ್ಯೂಷನ್ ತಿರುವಾದಿರ — [337, 1504, 720, 1569]
alangodu-col-1: ಕಾಸರಗೋಡು: ಆಶೀರ್ ಪ್ರಸಿದ್ಧವಾದ ಕ್ಷೇತ್ರಗಳಲ್ಲಿ ಒಂದಾಗಿರುವ ಶ್ರೀ ಸುಬ್ರಾಯ ದೇವಸ್ಥಾನದಲ್ಲಿ ಇತ್ತೀಚೆಗೆ ಬ್ರಹ್ಮಕಲಶೋತ್ಸವದ ಅಂಗವಾಗಿ ನಡೆದ ಸಾಂಸ್ಕೃತಿಕ ಕಾರ್ಯಕ್ರಮದಲ್ಲಿ ಆಲಂಗೋಡು ಶ್ರೀ ಧೂಮಾವತಿ ನೃತ್ಯ ತಂಡದ ಫ್ಯೂಷನ್ ತಿರುವಾದಿರ ನೃತ್ಯ ಪ್ರದರ್ಶನ ಗಮನ ಸೆಳೆಯಿತು. ಪ್ರಮುಖರಾದ ವಿಮಲಾ ರವಿ ಮಣಿಯಾಣಿ, ಪೂರ್ಣಿಮಾ ರಾಜೇಶ್ ಮಣಿಯಾಣಿ, ಅನುಶ್ರೀ, ಶ್ವೇತಾ ಸೌಮ್ಯ, ಸ್ಮಿತಾ, ಪೂಜಾ, ಲತಾ ಮೊದಲಾದವರು ನೃತ್ಯದಲ್ಲಿ ಭಾಗವಹಿಸಿದ್ದರು. — [337, 1842, 533, 2030]
logo-badge: ಹೊಸ ದಿಗಂತ — [1127, 46, 1465, 100]
kushalnagar-headline: ಕುಶಾಲನಗರ: ಕಾವೇರಿ ಪ್ರತಿಮೆ ಬಳಿ 145ನೇ 'ಹುಣ್ಣಿಮೆ ಪೂಜೆ' — [767, 1504, 1166, 1569]
brief-story — [54, 222, 311, 489]
gtts-col-1: ಮಂಗಳೂರು: ಭಾರತದಾದ್ಯಂತ ಸರ್ಕಾರಿ ಉಪಕರಣಾಗಾರ ಮತ್ತು ತರಬೇತಿ ಕೇಂದ್ರ (ಜಿಟಿಟಿಸಿ) ಮಂಗಳೂರು ಕೇಂದ್ರದಲ್ಲಿ 2025-26ನೇ ಸಾಲಿನ ಡಿಪ್ಲೊಮಾ ಕೋರ್ಸುಗಳಿಗೆ ಅರ್ಜಿ ಆಹ್ವಾನಿಸಲಾಗಿದೆ. ಇಲ್ಲಿನ ಡಿಪ್ಲೊಮಾ ಕೋರ್ಸುಗಳಾದ ಡಿಪ್ಲೊಮಾ ಇನ್ ಆರ್ಟಿಫಿಷಿಯಲ್ ಇಂಟೆಲಿಜೆನ್ಸ್ ಅಂಡ್ ಮಷಿನ್ ಲರ್ನಿಂಗ್, ಡಿಪ್ಲೊಮಾ ಇನ್ ಟೂಲ್ ಅಂಡ್ ಡೈ ಮೇಕಿಂಗ್ ಮತ್ತು ಡಿಪ್ಲೊಮಾ ಇನ್ ಪ್ರಿಸಿಷನ್ ಮ್ಯಾನ್ಯುಫ್ಯಾಕ್ಚರಿಂಗ್ ವಿಭಾಗದಲ್ಲಿ ವಿದ್ಯಾರ್ಥಿಗಳು ಪ್ರವೇಶ ಪಡೆಯಬಹುದು. ಎಸ್.ಎಸ್.ಎಲ್.ಸಿ. ಪರೀಕ್ಷೆಯಲ್ಲಿ ಪಾಸಾದ ಅಥವಾ ದ್ವಿತೀಯ ಪಿ.ಯು.ಸಿ. ಪಾಸ್ ಅಥವಾ ಫೇಲ್ ವಿದ್ಯಾರ್ಥಿಗಳು ಕಾಲೇಜಿನಲ್ಲಿ ಅರ್ಜಿ ಸಲ್ಲಿಸಬಹುದು. — [948, 202, 1202, 410]
veda-camp-photo — [1187, 1564, 1465, 1771]
brief-title: ಮಣೂರು ಪಡುಕರೆ ಪ್ರೌಢಶಾಲೆ ಗುಣಮಟ್ಟದ ಫಲಿತಾಂಶ ದಾಖಲು — [62, 904, 303, 960]
page-header — [0, 0, 1540, 146]
kiru-suddi-header — [54, 153, 311, 215]
alangodu-dance-photo — [337, 1580, 744, 1833]
registration-marks: ●●●● — [552, 2354, 640, 2380]
edition-city: ಮಂಗಳೂರು — [60, 118, 127, 137]
logo-tagline: ರಾಷ್ಟ್ರ ಜಾಗೃತಿಯ ಧ್ವನಿ — [1242, 103, 1329, 117]
brief-title: ಜೆಸಿಬಿ ಆಪರೇಟರ್ ನೇಣು ಬಿಗಿದು ಆತ್ಮಹತ್ಯೆ — [59, 732, 306, 788]
main-subhead-2: ಸಾಧಕರಿಗೆ ಸನ್ಮಾನ — [548, 1344, 626, 1360]
kiru-suddi-column — [54, 153, 322, 2347]
brief-story — [54, 1114, 311, 1255]
